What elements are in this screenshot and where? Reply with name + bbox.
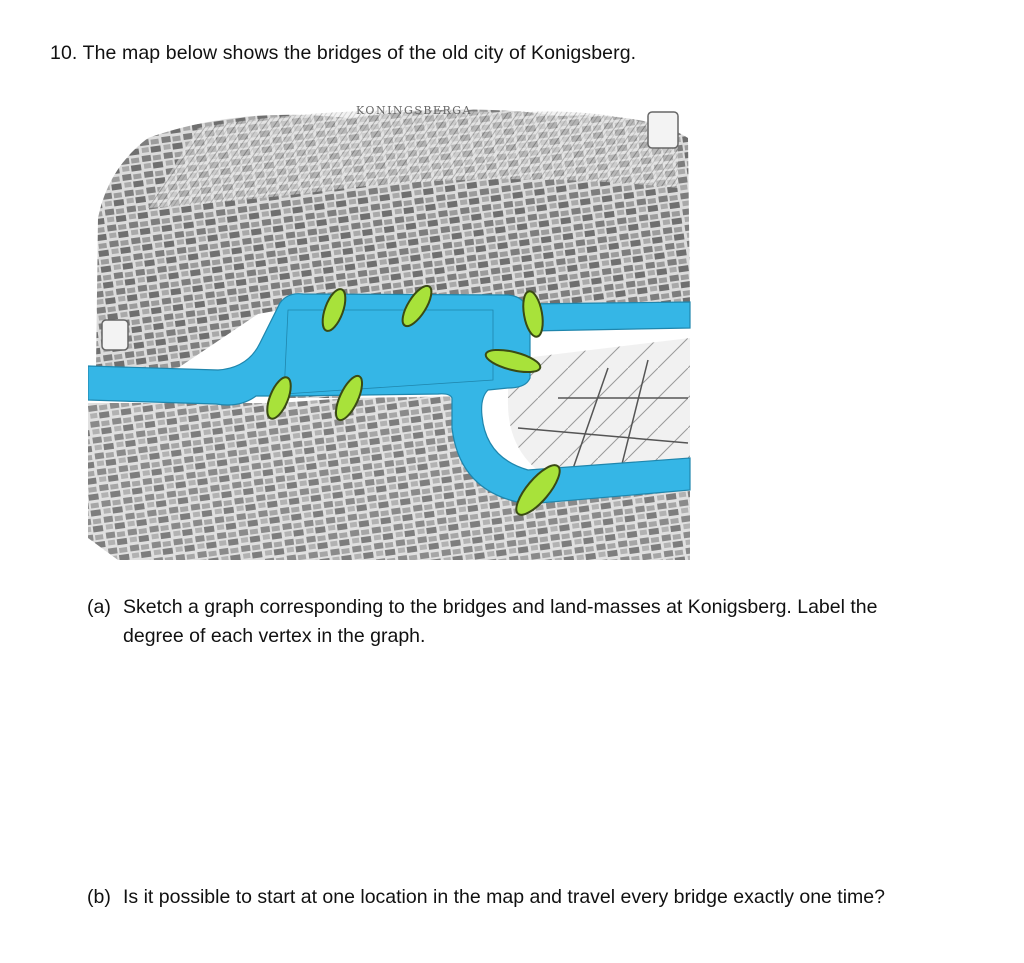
map-caption: KONINGSBERGA (356, 104, 472, 117)
part-a (87, 593, 967, 651)
konigsberg-map (88, 98, 693, 560)
part-a-text-line1: Sketch a graph corresponding to the bridges and land-masses at Konigsberg. Label the (123, 596, 878, 618)
part-a-label: (a) (87, 596, 111, 618)
part-b-text: Is it possible to start at one location in the map and travel every bridge exactly one time? (123, 886, 885, 908)
map-svg (88, 98, 693, 560)
coat-of-arms-left-icon (102, 320, 128, 350)
part-a-text-line2: degree of each vertex in the graph. (123, 625, 426, 647)
part-b (87, 886, 987, 909)
part-b-label: (b) (87, 886, 111, 908)
question-title: 10. The map below shows the bridges of the old city of Konigsberg. (50, 42, 637, 64)
coat-of-arms-right-icon (648, 112, 678, 148)
